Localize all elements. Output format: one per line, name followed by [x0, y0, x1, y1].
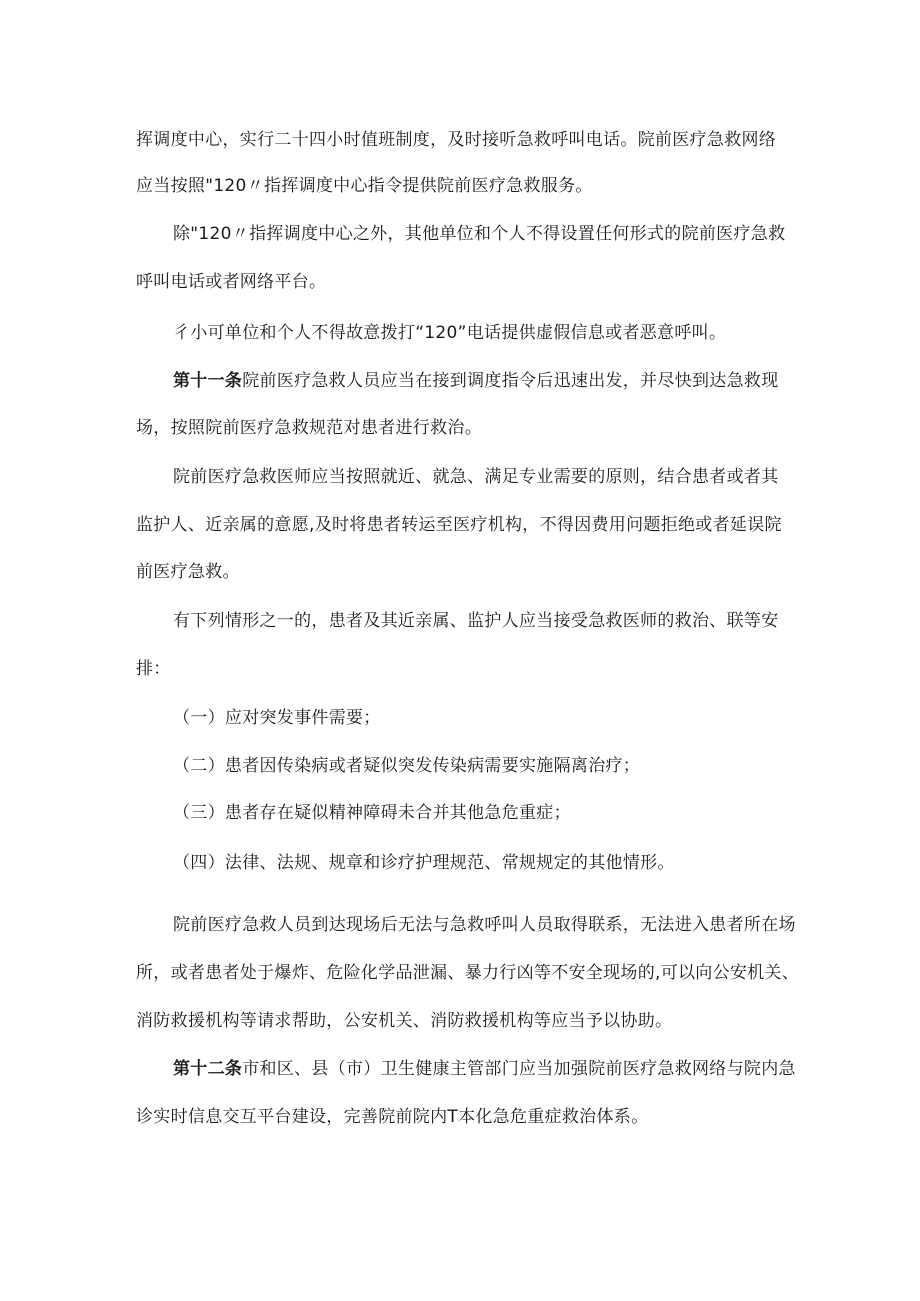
paragraph-6-line-2: 排：	[136, 659, 171, 679]
paragraph-4-line-2: 场，按照院前医疗急救规范对患者进行救治。	[136, 418, 482, 438]
list-item-3: （三）患者存在疑似精神障碍未合并其他急危重症；	[173, 803, 571, 823]
paragraph-2-line-2: 呼叫电话或者网络平台。	[136, 272, 327, 292]
paragraph-8-line-1: 院前医疗急救人员到达现场后无法与急救呼叫人员取得联系，无法进入患者所在场	[173, 915, 796, 935]
list-item-1: （一）应对突发事件需要；	[173, 708, 381, 728]
paragraph-5-line-2: 监护人、近亲属的意愿,及时将患者转运至医疗机构，不得因费用问题拒绝或者延误院	[136, 515, 782, 535]
paragraph-9-line-2: 诊实时信息交互平台建设，完善院前院内T本化急危重症救治体系。	[136, 1107, 649, 1127]
paragraph-8-line-3: 消防救援机构等请求帮助，公安机关、消防救援机构等应当予以协助。	[136, 1011, 673, 1031]
paragraph-5-line-3: 前医疗急救。	[136, 562, 240, 582]
paragraph-4-line-1	[173, 370, 779, 392]
paragraph-8-line-2: 所，或者患者处于爆炸、危险化学品泄漏、暴力行凶等不安全现场的,可以向公安机关、	[136, 963, 800, 983]
paragraph-5-line-1: 院前医疗急救医师应当按照就近、就急、满足专业需要的原则，结合患者或者其	[173, 467, 779, 487]
paragraph-2-line-1: 除"120〃指挥调度中心之外，其他单位和个人不得设置任何形式的院前医疗急救	[173, 224, 786, 244]
paragraph-6-line-1: 有下列情形之一的，患者及其近亲属、监护人应当接受急救医师的救治、联等安	[173, 611, 779, 631]
paragraph-1-line-2: 应当按照"120〃指挥调度中心指令提供院前医疗急救服务。	[136, 176, 593, 196]
article-12-label: 第十二条	[173, 1059, 243, 1079]
paragraph-9-line-1	[173, 1058, 796, 1080]
list-item-2: （二）患者因传染病或者疑似突发传染病需要实施隔离治疗；	[173, 756, 641, 776]
article-11-label: 第十一条	[173, 371, 243, 391]
list-item-4: （四）法律、法规、规章和诊疗护理规范、常规规定的其他情形。	[173, 853, 675, 873]
article-11-text: 院前医疗急救人员应当在接到调度指令后迅速出发，并尽快到达急救现	[242, 371, 779, 391]
paragraph-1-line-1: 挥调度中心，实行二十四小时值班制度，及时接听急救呼叫电话。院前医疗急救网络	[136, 130, 777, 150]
paragraph-3-line-1: 彳小可单位和个人不得故意拨打“120”电话提供虚假信息或者恶意呼叫。	[173, 323, 727, 343]
article-12-text: 市和区、县（市）卫生健康主管部门应当加强院前医疗急救网络与院内急	[242, 1059, 796, 1079]
